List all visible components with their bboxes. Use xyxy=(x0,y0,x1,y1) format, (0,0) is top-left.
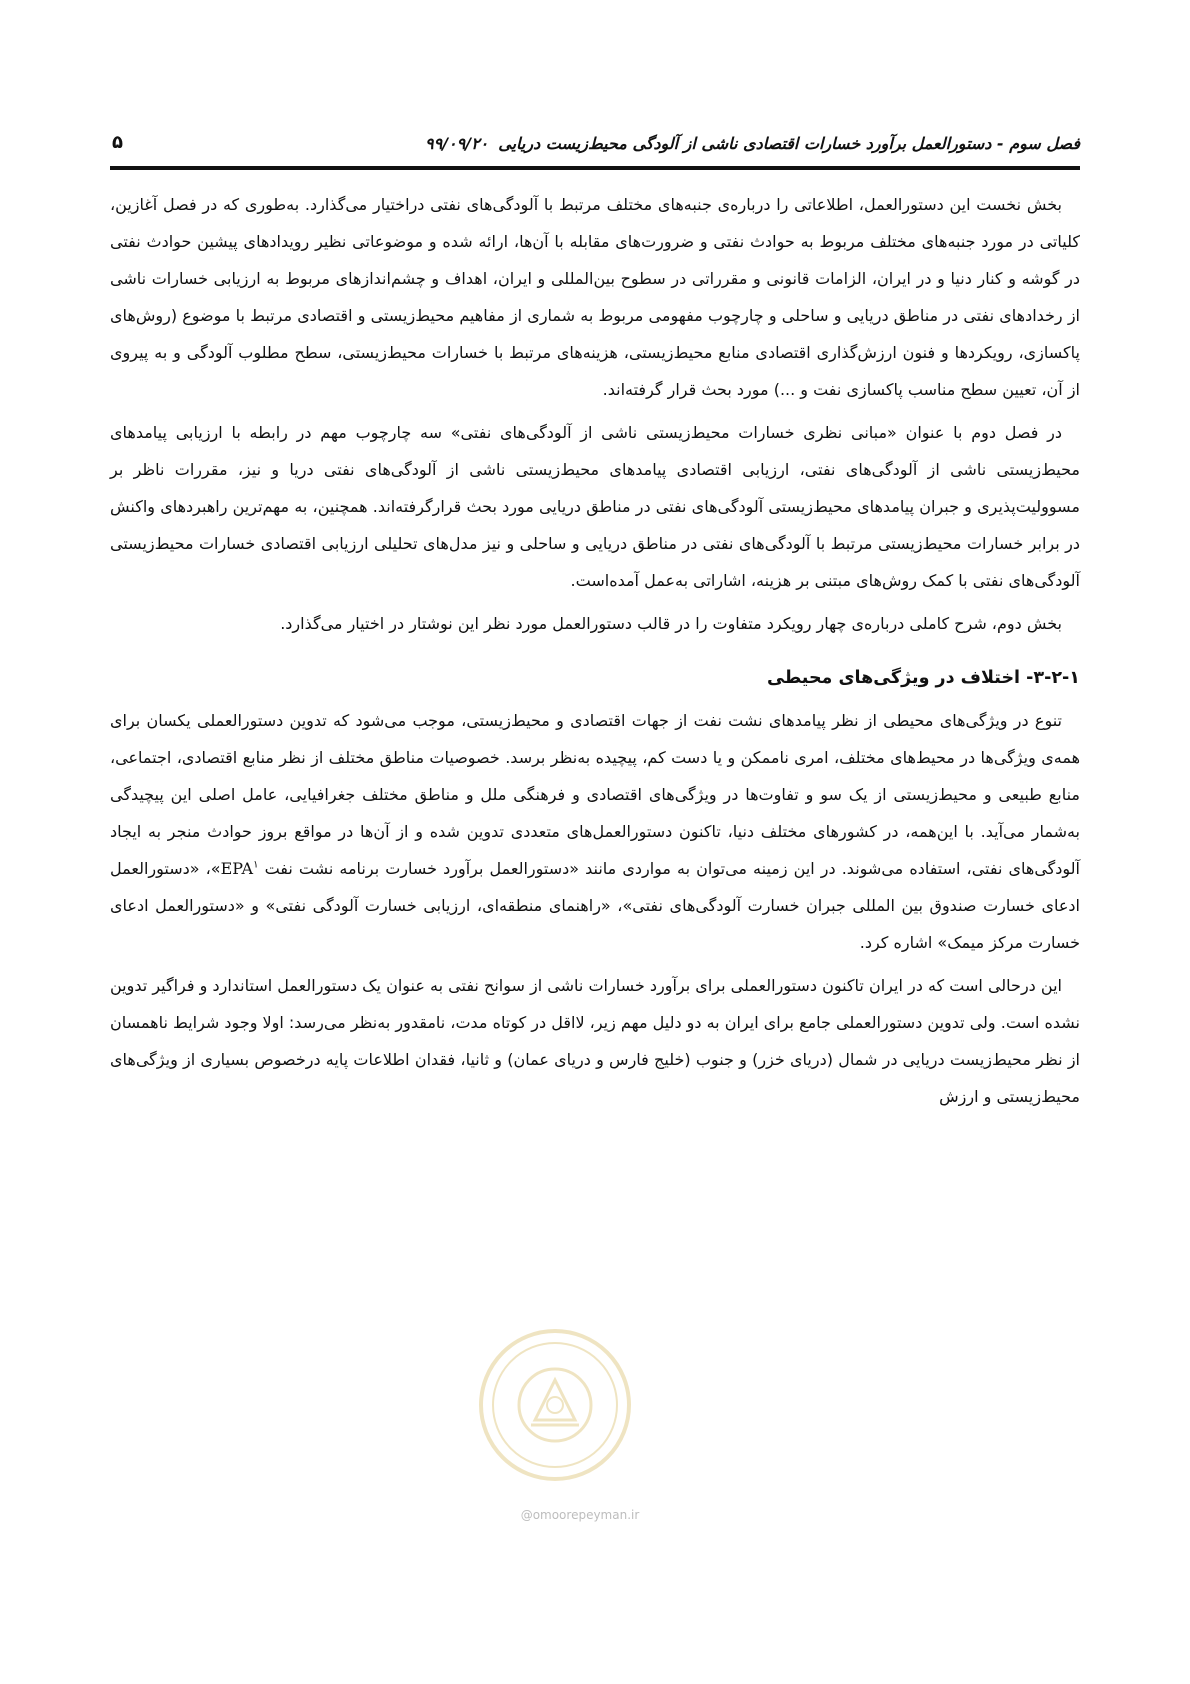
header-title xyxy=(425,134,1080,153)
watermark-url: @omoorepeyman.ir xyxy=(520,1508,640,1522)
running-header xyxy=(110,130,1080,170)
paragraph xyxy=(110,702,1080,961)
paragraph: بخش دوم، شرح کاملی درباره‌ی چهار رویکرد متفاوت را در قالب دستورالعمل مورد نظر این نوشتار در اختیار می‌گذارد. xyxy=(280,614,1062,633)
body-text xyxy=(110,186,1080,1121)
paragraph: این درحالی است که در ایران تاکنون دستورالعملی برای برآورد خسارات ناشی از سوانح نفتی به عنوان یک دستورالعمل استاندارد و فراگیر تدوین نشده است. ولی تدوین دستورالعملی جامع برای ایران به دو دلیل مهم زیر، لااقل در کوتاه مدت، نامقدور به‌نظر می‌رسد: اولا وجود شرایط ناهمسان از نظر محیط‌زیست دریایی در شمال (دریای خزر) و جنوب (خلیج فارس و دریای عمان) و ثانیا، فقدان اطلاعات پایه درخصوص بسیاری از ویژگی‌های محیط‌زیستی و ارزش xyxy=(110,976,1080,1106)
paragraph-text: تنوع در ویژگی‌های محیطی از نظر پیامدهای نشت نفت از جهات اقتصادی و محیط‌زیستی، موجب می‌شود که تدوین دستورالعملی یکسان برای همه‌ی ویژگی‌ها در محیط‌های مختلف، امری ناممکن و یا دست کم، پیچیده به‌نظر برسد. خصوصیات مناطق مختلف از نظر منابع اقتصادی، اجتماعی، منابع طبیعی و محیط‌زیستی از یک سو و تفاوت‌ها در ویژگی‌های اقتصادی و فرهنگی ملل و مناطق مختلف جغرافیایی، عامل اصلی این پیچیدگی به‌شمار می‌آید. با این‌همه، در کشورهای مختلف دنیا، تاکنون دستورالعمل‌های متعددی تدوین شده و از آن‌ها در مواقع بروز حوادث منجر به ایجاد آلودگی‌های نفتی، استفاده می‌شوند. در این زمینه می‌توان به مواردی مانند «دستورالعمل برآورد خسارت برنامه نشت نفت xyxy=(110,711,1080,878)
paragraph: در فصل دوم با عنوان «مبانی نظری خسارات محیط‌زیستی ناشی از آلودگی‌های نفتی» سه چارچوب مهم در رابطه با ارزیابی پیامدهای محیط‌زیستی ناشی از آلودگی‌های نفتی، ارزیابی اقتصادی پیامدهای محیط‌زیستی ناشی از آلودگی‌های نفتی دریا و نیز، مقررات ناظر بر مسوولیت‌پذیری و جبران پیامدهای محیط‌زیستی آلودگی‌های نفتی در مناطق دریایی مورد بحث قرارگرفته‌اند. همچنین، به مهم‌ترین راهبردهای واکنش در برابر خسارات محیط‌زیستی مرتبط با آلودگی‌های نفتی در مناطق دریایی و ساحلی و نیز مدل‌های تحلیلی ارزیابی اقتصادی خسارات محیط‌زیستی آلودگی‌های نفتی با کمک روش‌های مبتنی بر هزینه، اشاراتی به‌عمل آمده‌است. xyxy=(110,423,1080,590)
section-heading: ۳-۲-۱- اختلاف در ویژگی‌های محیطی xyxy=(767,668,1080,688)
latin-term xyxy=(221,859,259,878)
paragraph: بخش نخست این دستورالعمل، اطلاعاتی را درباره‌ی جنبه‌های مختلف مرتبط با آلودگی‌های نفتی دراختیار می‌گذارد. به‌طوری که در فصل آغازین، کلیاتی در مورد جنبه‌های مختلف مربوط به حوادث نفتی و ضرورت‌های مقابله با آن‌ها، ارائه شده و موضوعاتی نظیر رویدادهای پیشین حوادث نفتی در گوشه و کنار دنیا و در ایران، الزامات قانونی و مقرراتی در سطوح بین‌المللی و ایران، اهداف و چشم‌اندازهای مربوط به ارزیابی خسارات ناشی از رخدادهای نفتی در مناطق دریایی و ساحلی و چارچوب مفهومی مربوط به شماری از مفاهیم محیط‌زیستی و اقتصادی مرتبط با موضوع (روش‌های پاکسازی، رویکردها و فنون ارزش‌گذاری اقتصادی منابع محیط‌زیستی، هزینه‌های مرتبط با خسارات محیط‌زیستی، سطح مطلوب آلودگی و به پیروی از آن، تعیین سطح مناسب پاکسازی نفت و ...) مورد بحث قرار گرفته‌اند. xyxy=(110,195,1080,399)
header-date: ۹۹/۰۹/۲۰ xyxy=(425,134,489,153)
latin-term-text: EPA xyxy=(220,859,254,878)
paragraph-text: »، «دستورالعمل ادعای خسارت صندوق بین المللی جبران خسارت آلودگی‌های نفتی»، «راهنمای منطقه‌ای، ارزیابی خسارت آلودگی نفتی» و «دستورالعمل ادعای خسارت مرکز میمک» اشاره کرد. xyxy=(110,859,1080,952)
header-title-text: فصل سوم - دستورالعمل برآورد خسارات اقتصادی ناشی از آلودگی محیط‌زیست دریایی xyxy=(498,134,1080,153)
page-number: ۵ xyxy=(112,132,123,153)
watermark-seal-icon xyxy=(475,1325,635,1485)
footnote-marker[interactable]: ۱ xyxy=(253,859,259,871)
